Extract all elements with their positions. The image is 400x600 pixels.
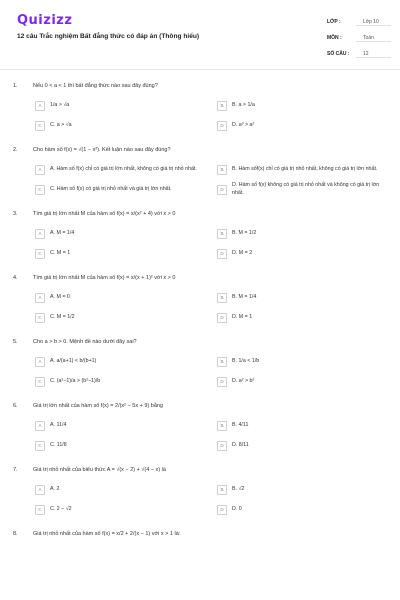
- option-letter-box: B: [217, 165, 227, 175]
- meta-label: SỐ CÂU :: [327, 51, 350, 57]
- answer-option-d[interactable]: [217, 117, 399, 134]
- option-letter-box: C: [35, 441, 45, 451]
- question-number: 2.: [13, 147, 18, 153]
- answer-option-a[interactable]: [35, 353, 217, 370]
- answer-option-a[interactable]: [35, 289, 217, 306]
- question-text: Nếu 0 < a < 1 thì bất đẳng thức nào sau đây đúng?: [33, 83, 158, 89]
- answer-option-d[interactable]: [217, 181, 399, 198]
- question-item: [0, 334, 400, 390]
- meta-label: MÔN :: [327, 35, 342, 41]
- option-letter-box: B: [217, 485, 227, 495]
- answer-option-c[interactable]: [35, 181, 217, 198]
- option-letter-box: C: [35, 249, 45, 259]
- answer-option-b[interactable]: [217, 97, 399, 114]
- answer-options: [0, 478, 400, 518]
- option-letter-box: D: [217, 249, 227, 259]
- question-list: [0, 78, 400, 550]
- answer-options: [0, 286, 400, 326]
- option-letter-box: A: [35, 293, 45, 303]
- question-header: [0, 526, 400, 542]
- answer-option-c[interactable]: [35, 501, 217, 518]
- answer-option-a[interactable]: [35, 417, 217, 434]
- question-item: [0, 398, 400, 454]
- answer-option-c[interactable]: [35, 309, 217, 326]
- answer-option-c[interactable]: [35, 245, 217, 262]
- question-item: [0, 142, 400, 198]
- option-text: A. a/(a+1) < b/(b+1): [50, 357, 97, 364]
- answer-option-b[interactable]: [217, 289, 399, 306]
- option-text: D. a² > b²: [232, 377, 255, 384]
- answer-options: [0, 94, 400, 134]
- option-letter-box: B: [217, 229, 227, 239]
- question-number: 1.: [13, 83, 18, 89]
- question-text: Tìm giá trị lớn nhất M của hàm số f(x) = x/(x² + 4) với x > 0: [33, 211, 176, 217]
- option-text: B. 1/a < 1/b: [232, 357, 260, 364]
- option-letter-box: B: [217, 293, 227, 303]
- option-text: C. M = 1/2: [50, 313, 75, 320]
- option-text: D. M = 1: [232, 313, 253, 320]
- question-header: [0, 398, 400, 414]
- answer-option-c[interactable]: [35, 373, 217, 390]
- question-item: [0, 78, 400, 134]
- question-text: Tìm giá trị lớn nhất M của hàm số f(x) = x/(x + 1)² với x > 0: [33, 275, 176, 281]
- option-text: C. 2 − √2: [50, 505, 72, 512]
- option-letter-box: A: [35, 485, 45, 495]
- question-item: [0, 270, 400, 326]
- option-letter-box: C: [35, 185, 45, 195]
- option-text: B. 4/11: [232, 421, 249, 428]
- option-letter-box: A: [35, 421, 45, 431]
- question-number: 7.: [13, 467, 18, 473]
- option-letter-box: C: [35, 505, 45, 515]
- option-text: C. a > √a: [50, 121, 72, 128]
- option-text: C. (a²−1)/a > (b²−1)/b: [50, 377, 101, 384]
- option-letter-box: A: [35, 357, 45, 367]
- question-number: 5.: [13, 339, 18, 345]
- option-letter-box: D: [217, 441, 227, 451]
- option-text: D. 8/11: [232, 441, 249, 448]
- answer-option-b[interactable]: [217, 353, 399, 370]
- option-text: B. a > 1/a: [232, 101, 255, 108]
- meta-value: Lớp 10: [356, 19, 391, 26]
- option-text: B. √2: [232, 485, 245, 492]
- option-text: C. 11/8: [50, 441, 67, 448]
- answer-option-a[interactable]: [35, 161, 217, 178]
- answer-option-d[interactable]: [217, 373, 399, 390]
- answer-options: [0, 222, 400, 262]
- question-number: 4.: [13, 275, 18, 281]
- answer-option-c[interactable]: [35, 437, 217, 454]
- meta-subject-row: [327, 30, 391, 46]
- answer-options: [0, 350, 400, 390]
- option-letter-box: D: [217, 121, 227, 131]
- answer-option-a[interactable]: [35, 225, 217, 242]
- question-number: 3.: [13, 211, 18, 217]
- answer-option-a[interactable]: [35, 97, 217, 114]
- question-text: Giá trị nhỏ nhất của biểu thức A = √(x − 2) + √(4 − x) là: [33, 467, 166, 473]
- answer-option-a[interactable]: [35, 481, 217, 498]
- answer-option-d[interactable]: [217, 437, 399, 454]
- option-text: A. 11/4: [50, 421, 67, 428]
- answer-option-c[interactable]: [35, 117, 217, 134]
- meta-class-row: [327, 14, 391, 30]
- question-number: 6.: [13, 403, 18, 409]
- answer-option-b[interactable]: [217, 417, 399, 434]
- question-header: [0, 270, 400, 286]
- option-letter-box: C: [35, 313, 45, 323]
- question-header: [0, 78, 400, 94]
- answer-option-b[interactable]: [217, 481, 399, 498]
- question-header: [0, 462, 400, 478]
- option-letter-box: A: [35, 101, 45, 111]
- answer-option-d[interactable]: [217, 309, 399, 326]
- option-text: B. M = 1/4: [232, 293, 257, 300]
- question-header: [0, 142, 400, 158]
- option-text: A. Hàm số f(x) chỉ có giá trị lớn nhất, không có giá trị nhỏ nhất.: [50, 165, 197, 172]
- option-text: 1/a > √a: [50, 101, 70, 108]
- option-text: D. 0: [232, 505, 242, 512]
- option-letter-box: D: [217, 185, 227, 195]
- option-letter-box: D: [217, 313, 227, 323]
- option-text: C. M = 1: [50, 249, 71, 256]
- option-text: B. Hàm sốf(x) chỉ có giá trị nhỏ nhất, không có giá trị lớn nhất.: [232, 165, 378, 172]
- option-text: D. a³ > a²: [232, 121, 255, 128]
- question-text: Cho a > b > 0. Mệnh đề nào dưới đây sai?: [33, 339, 137, 345]
- meta-label: LỚP :: [327, 19, 341, 25]
- answer-option-d[interactable]: [217, 245, 399, 262]
- question-text: Giá trị lớn nhất của hàm số f(x) = 2/(x² − 5x + 9) bằng: [33, 403, 164, 409]
- answer-options: [0, 414, 400, 454]
- option-text: B. M = 1/2: [232, 229, 257, 236]
- question-text: Giá trị nhỏ nhất của hàm số f(x) = x/2 + 2/(x − 1) với x > 1 là:: [33, 531, 181, 537]
- question-header: [0, 334, 400, 350]
- option-letter-box: B: [217, 421, 227, 431]
- option-text: A. 2: [50, 485, 60, 492]
- option-letter-box: D: [217, 377, 227, 387]
- option-letter-box: A: [35, 165, 45, 175]
- option-letter-box: B: [217, 357, 227, 367]
- answer-options: [0, 158, 400, 198]
- meta-value: Toán: [356, 35, 391, 42]
- document-header: [0, 0, 400, 70]
- option-letter-box: C: [35, 121, 45, 131]
- document-title: 12 câu Trắc nghiệm Bất đẳng thức có đáp án (Thông hiểu): [17, 33, 200, 40]
- answer-option-d[interactable]: [217, 501, 399, 518]
- answer-option-b[interactable]: [217, 225, 399, 242]
- quizizz-logo: Quizizz: [17, 13, 73, 28]
- option-text: C. Hàm số f(x) có giá trị nhỏ nhất và giá trị lớn nhất.: [50, 185, 172, 192]
- meta-panel: [327, 14, 391, 62]
- meta-value: 12: [356, 51, 391, 58]
- option-text: D. Hàm số f(x) không có giá trị nhỏ nhất và không có giá trị lớn nhất.: [232, 182, 380, 196]
- option-text: A. M = 1/4: [50, 229, 75, 236]
- option-letter-box: B: [217, 101, 227, 111]
- option-text: A. M = 0: [50, 293, 70, 300]
- question-item: [0, 462, 400, 518]
- question-number: 8.: [13, 531, 18, 537]
- question-item: [0, 526, 400, 542]
- question-header: [0, 206, 400, 222]
- question-item: [0, 206, 400, 262]
- option-letter-box: C: [35, 377, 45, 387]
- option-letter-box: D: [217, 505, 227, 515]
- option-letter-box: A: [35, 229, 45, 239]
- option-text: D. M = 2: [232, 249, 253, 256]
- question-text: Cho hàm số f(x) = √(1 − x²). Kết luận nào sau đây đúng?: [33, 147, 171, 153]
- answer-option-b[interactable]: [217, 161, 399, 178]
- meta-count-row: [327, 46, 391, 62]
